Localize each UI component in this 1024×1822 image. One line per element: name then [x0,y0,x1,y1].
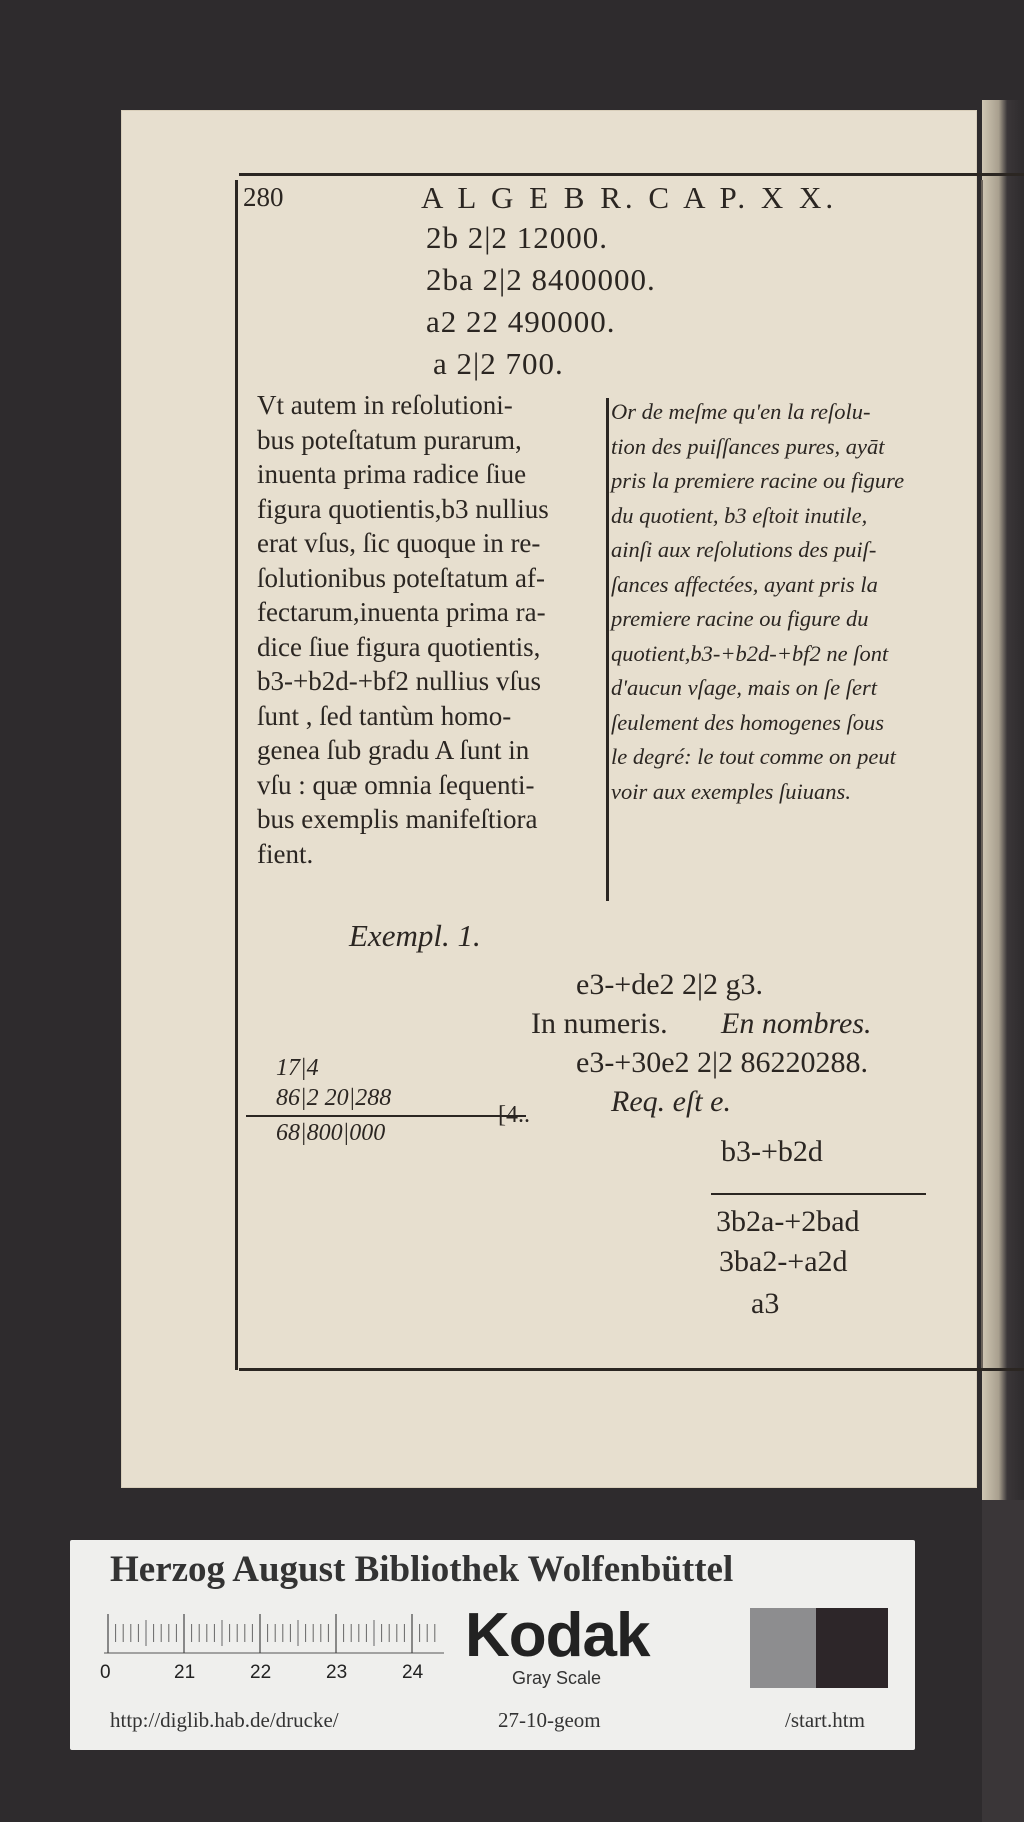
ruler-label: 22 [250,1662,272,1683]
label-en-nombres: En nombres. [721,1007,872,1040]
text-line: fient. [257,838,314,869]
equation-main: e3-+de2 2|2 g3. [576,968,764,1001]
fraction-bar [711,1193,926,1195]
text-line: bus exemplis manifeſtiora [257,804,538,834]
text-line: ſolutionibus poteſtatum af- [257,562,545,593]
page-number: 280 [243,182,284,212]
text-line: premiere racine ou figure du [611,606,869,631]
book-page [121,110,977,1488]
dark-swatch [816,1608,888,1688]
text-line: ſances affectées, ayant pris la [611,571,878,597]
text-line: ainſi aux reſolutions des puiſ- [611,537,877,562]
text-line: tion des puiſſances pures, ayāt [611,433,885,459]
adjacent-page-edge [982,100,1024,1500]
text-line: Or de meſme qu'en la reſolu- [611,399,871,424]
equation-line: 2b 2|2 12000. [426,220,608,255]
ruler-label: 24 [402,1662,424,1683]
ruler-label: 0 [100,1662,111,1683]
text-line: le degré: le tout comme on peut [611,744,896,769]
text-line: d'aucun vſage, mais on ſe ſert [611,675,878,700]
text-line: erat vſus, ſic quoque in re- [257,528,541,558]
ruler-scale [104,1606,444,1654]
text-line: pris la premiere racine ou figure [611,468,905,493]
text-line: figura quotientis,b3 nullius [257,493,549,524]
bottom-rule [239,1368,1024,1371]
text-line: voir aux exemples ſuiuans. [611,778,851,804]
url-mid: 27-10-geom [498,1708,601,1732]
kodak-logo: Kodak [465,1601,650,1670]
column-divider [606,398,609,901]
calc-rule [246,1115,526,1117]
text-line: Vt autem in reſolutioni- [257,390,513,420]
equation-line: 2ba 2|2 8400000. [426,262,656,297]
fraction-numerator: b3-+b2d [721,1135,823,1168]
text-line: ſunt , ſed tantùm homo- [257,700,512,731]
label-in-numeris: In numeris. [531,1007,668,1040]
text-line: quotient,b3-+b2d-+bf2 ne ſont [611,640,889,666]
french-column [611,395,971,809]
calc-side-note: [4.. [498,1102,530,1128]
equation-numeric: e3-+30e2 2|2 86220288. [576,1046,869,1079]
left-rule [235,180,238,1370]
text-line: bus poteſtatum purarum, [257,424,522,455]
right-rule [981,180,983,1370]
color-target-card [70,1540,915,1750]
text-line: du quotient, b3 eſtoit inutile, [611,502,868,528]
top-rule [239,173,1024,176]
equation-line: a 2|2 700. [433,346,564,381]
text-line: genea ſub gradu A ſunt in [257,735,530,765]
text-line: dice ſiue figura quotientis, [257,631,541,662]
fraction-denominator-line: a3 [751,1287,780,1320]
url-right: /start.htm [785,1708,865,1732]
text-line: vſu : quæ omnia ſequenti- [257,769,535,800]
url-left: http://diglib.hab.de/drucke/ [110,1708,339,1732]
example-heading: Exempl. 1. [349,918,481,953]
ruler-label: 23 [326,1662,348,1683]
calc-row: 17|4 [276,1055,319,1081]
ruler-label: 21 [174,1662,196,1683]
text-line: ſeulement des homogenes ſous [611,709,885,735]
text-line: inuenta prima radice ſiue [257,459,527,489]
text-line: fectarum,inuenta prima ra- [257,597,546,627]
fraction-denominator-line: 3ba2-+a2d [719,1245,848,1278]
running-header: A L G E B R. C A P. X X. [421,180,838,215]
adjacent-page-strip [982,1500,1024,1822]
calc-row: 86|2 20|288 [276,1085,392,1111]
gray-swatch [750,1608,816,1688]
calc-row: 68|800|000 [276,1120,386,1146]
gray-scale-label: Gray Scale [512,1668,602,1688]
requirement-line: Req. eſt e. [611,1085,731,1118]
equation-line: a2 22 490000. [426,304,616,339]
fraction-denominator-line: 3b2a-+2bad [716,1205,860,1238]
text-line: b3-+b2d-+bf2 nullius vſus [257,666,541,696]
target-title: Herzog August Bibliothek Wolfenbüttel [110,1549,734,1590]
